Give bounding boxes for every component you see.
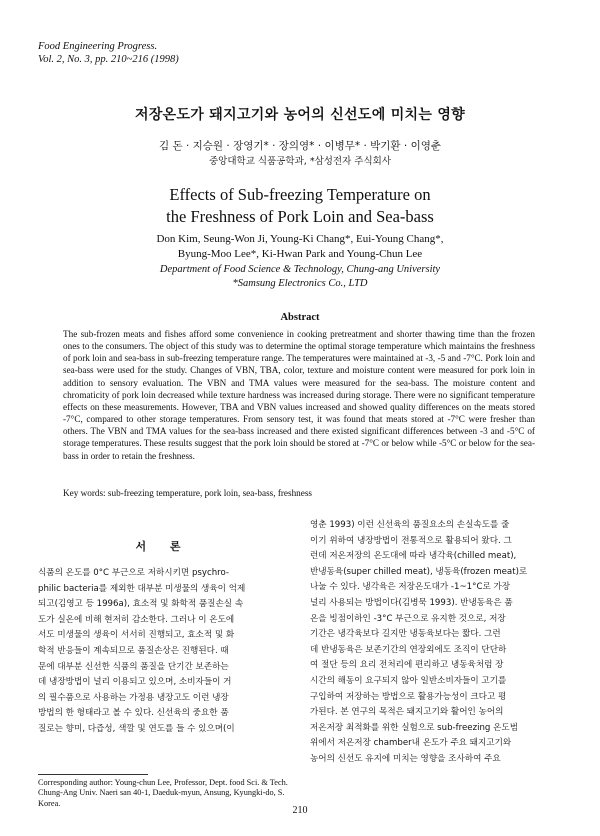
body-line: 방법의 한 형태라고 볼 수 있다. 신선육의 중요한 품 <box>38 708 229 719</box>
body-line: 여 절단 등의 요리 전처리에 편리하고 냉동육처럼 장 <box>310 660 504 671</box>
body-line: 기간은 냉각육보다 길지만 냉동육보다는 짧다. 그런 <box>310 629 501 640</box>
korean-authors: 김 돈 · 지승원 · 장영기* · 장의영* · 이병무* · 박기환 · 이영춘 <box>158 140 442 152</box>
body-line: 질로는 향미, 다즙성, 색깔 및 연도를 들 수 있으며(이 <box>38 723 235 734</box>
page-number: 210 <box>292 805 308 816</box>
korean-affiliation: 중앙대학교 식품공학과, *삼성전자 주식회사 <box>208 156 392 167</box>
body-line: 문에 대부분 신선한 식품의 품질을 단기간 보존하는 <box>38 661 229 672</box>
body-line: 학적 반응들이 계속되므로 품질손상은 진행된다. 때 <box>38 645 229 656</box>
body-line: 런데 저온저장의 온도대에 따라 냉각육(chilled meat), <box>310 551 517 562</box>
body-line: 데 냉장방법이 널리 이용되고 있으며, 소비자들이 거 <box>38 677 232 688</box>
english-title-line: the Freshness of Pork Loin and Sea-bass <box>166 207 434 226</box>
journal-name: Food Engineering Progress. <box>38 41 158 52</box>
english-authors-line: Byung-Moo Lee*, Ki-Hwan Park and Young-Chun Lee <box>177 248 423 260</box>
body-column-left <box>38 566 288 738</box>
english-title-line: Effects of Sub-freezing Temperature on <box>169 185 431 204</box>
body-line: 의 필수품으로 사용하는 가정용 냉장고도 이런 냉장 <box>38 692 229 703</box>
body-line: 가된다. 본 연구의 목적은 돼지고기와 활어인 농어의 <box>310 707 504 718</box>
journal-header <box>38 40 179 66</box>
body-line: 저온저장 최적화를 위한 실험으로 sub-freezing 온도범 <box>310 722 519 733</box>
english-title <box>0 184 600 228</box>
english-authors <box>0 232 600 262</box>
body-line: 식품의 온도를 0°C 부근으로 저하시키면 psychro- <box>38 568 229 578</box>
body-line: 위에서 저온저장 chamber내 온도가 주요 돼지고기와 <box>310 738 512 749</box>
body-line: 서도 미생물의 생육이 서서히 진행되고, 효소적 및 화 <box>38 630 235 641</box>
abstract-heading: Abstract <box>280 312 320 323</box>
body-line: 구입하여 저장하는 방법으로 활용가능성이 크다고 평 <box>310 691 507 702</box>
english-affiliation-line: *Samsung Electronics Co., LTD <box>232 278 368 289</box>
body-line: 되고(김영고 등 1996a), 효소적 및 화학적 품질손실 속 <box>38 599 244 610</box>
body-line: philic bacteria를 제외한 대부분 미생물의 생육이 억제 <box>38 583 246 594</box>
abstract-body: The sub-frozen meats and fishes afford some convenience in cooking pretreatment and shorter thawing time than the frozen ones to the consumers. The object of this study was to determine the optimal storage temperature which maintains the freshness of pork loin and sea-bass in sub-freezing temperature range. The temperatures were maintained at -3, -5 and -7°C. Pork loin and sea-bass were used for the study. Changes of VBN, TBA, color, texture and moisture content were measured for pork loin in addition to sensory evaluation. The VBN and TMA values were measured for the sea-bass. The moisture content and chromaticity of pork loin decreased while texture hardness was increased during storage. There were no significant temperature effects on these measurements. However, TBA and VBN values increased and showed quality differences on the meats stored -7°C, compared to other storage temperatures. From sensory test, it was found that meats stored at -7°C were fresher than others. The VBN and TMA values for the sea-bass increased and there existed significant differences between -3 and -5°C of storage temperatures. These results suggest that the pork loin should be stored at -7°C or below while -5°C or below for the sea-bass in order to retain the freshness. <box>63 329 535 461</box>
korean-title: 저장온도가 돼지고기와 농어의 신선도에 미치는 영향 <box>135 107 465 123</box>
section-heading-introduction: 서 론 <box>135 540 191 553</box>
corresponding-author-footnote: Corresponding author: Young-chun Lee, Professor, Dept. food Sci. & Tech. Chung-Ang Univ. Naeri san 40-1, Daeduk-myun, Ansung, Kyungki-do, S. Korea. <box>38 778 288 808</box>
body-line: 영춘 1993) 이런 신선육의 품질요소의 손실속도를 줄 <box>310 520 510 530</box>
body-line: 온을 빙점이하인 -3°C 부근으로 유지한 것으로, 저장 <box>310 613 506 624</box>
footnote-divider <box>38 774 148 775</box>
body-line: 나눌 수 있다. 냉각육은 저장온도대가 -1~1°C로 가장 <box>310 582 511 593</box>
journal-citation: Vol. 2, No. 3, pp. 210~216 (1998) <box>38 54 179 65</box>
body-line: 시간의 해동이 요구되지 않아 일반소비자들이 고기를 <box>310 675 507 686</box>
body-line: 도가 실온에 비해 현저히 감소한다. 그러나 이 온도에 <box>38 614 235 625</box>
body-column-right <box>310 518 564 768</box>
body-line: 이기 위하여 냉장방법이 전통적으로 활용되어 왔다. 그 <box>310 535 512 546</box>
keywords: Key words: sub-freezing temperature, pork loin, sea-bass, freshness <box>63 488 313 498</box>
body-line: 데 반냉동육은 보존기간의 연장외에도 조직이 단단하 <box>310 644 507 655</box>
english-affiliation-line: Department of Food Science & Technology, Chung-ang University <box>159 264 441 275</box>
body-line: 반냉동육(super chilled meat), 냉동육(frozen meat)로 <box>310 566 528 577</box>
english-authors-line: Don Kim, Seung-Won Ji, Young-Ki Chang*, Eui-Young Chang*, <box>156 233 444 245</box>
body-line: 농어의 신선도 유지에 미치는 영향을 조사하여 주요 <box>310 753 501 764</box>
body-line: 널리 사용되는 방법이다(김병묵 1993). 반냉동육은 품 <box>310 597 513 608</box>
english-affiliation <box>0 263 600 291</box>
